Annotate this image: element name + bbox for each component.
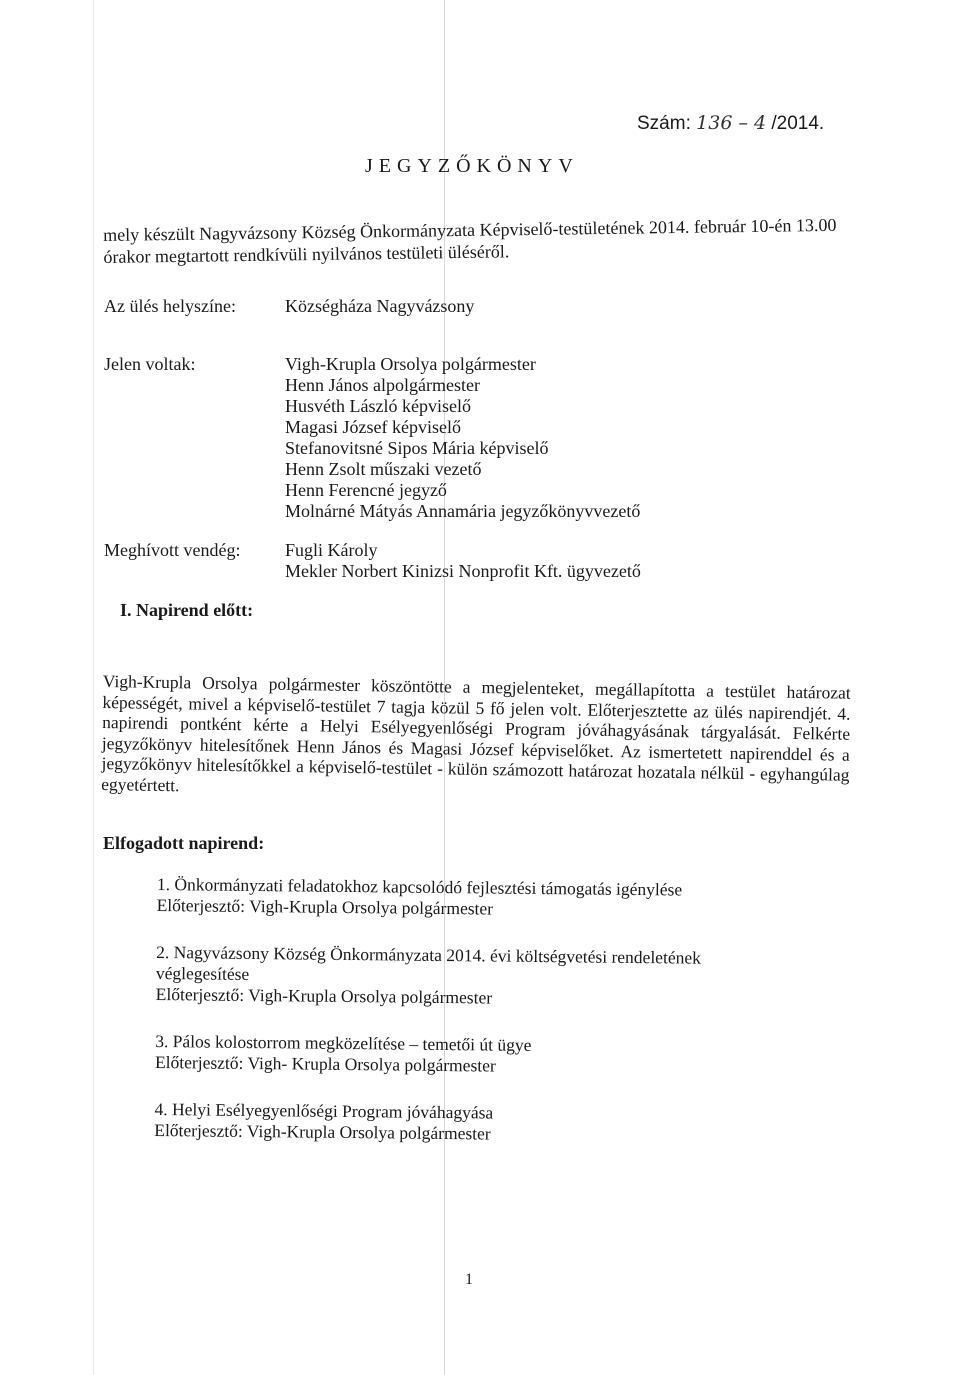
place-value: Községháza Nagyvázsony xyxy=(285,296,475,316)
agenda-item-presenter: Előterjesztő: Vigh-Krupla Orsolya polgármester xyxy=(155,983,493,1008)
attendees-label: Jelen voltak: xyxy=(104,354,196,374)
guest: Mekler Norbert Kinizsi Nonprofit Kft. ügyvezető xyxy=(285,561,641,581)
attendee: Henn Zsolt műszaki vezető xyxy=(285,459,482,479)
place-label: Az ülés helyszíne: xyxy=(104,296,236,316)
agenda-item-presenter: Előterjesztő: Vigh- Krupla Orsolya polgármester xyxy=(154,1051,496,1076)
document-title: JEGYZŐKÖNYV xyxy=(365,155,579,177)
attendee: Magasi József képviselő xyxy=(285,417,461,437)
number-year: /2014. xyxy=(771,113,825,134)
agenda-item xyxy=(154,1099,794,1148)
agenda-heading: Elfogadott napirend: xyxy=(103,833,265,853)
attendee: Vigh-Krupla Orsolya polgármester xyxy=(285,354,536,374)
attendee: Husvéth László képviselő xyxy=(285,396,471,416)
attendee: Molnárné Mátyás Annamária jegyzőkönyvvezető xyxy=(285,501,641,521)
section-paragraph: Vigh-Krupla Orsolya polgármester köszöntötte a megjelenteket, megállapította a testület határozat képességét, mivel a képviselő-testület 7 tagja közül 5 fő jelen volt. Előterjesztette az ülés napirendjét. 4. napirendi pontként kérte a Helyi Esélyegyenlőségi Program jóváhagyásának tárgyalását. Felkérte jegyzőkönyv hitelesítőnek Henn János és Magasi József képviselőket. Az ismertetett napirenddel és a jegyzőkönyv hitelesítőkkel a képviselő-testület - külön számozott határozat hozatala nélkül - egyhangúlag egyetértett. xyxy=(101,671,851,795)
page-fold-line xyxy=(93,0,94,1375)
agenda-item xyxy=(155,1031,795,1080)
agenda-item xyxy=(157,874,797,923)
attendee: Henn Ferencné jegyző xyxy=(285,480,447,500)
agenda-item xyxy=(156,942,797,1012)
document-number xyxy=(637,112,824,135)
agenda-item-title: 2. Nagyvázsony Község Önkormányzata 2014. évi költségvetési rendeletének véglegesítése xyxy=(155,941,702,984)
handwritten-number: 136 – 4 xyxy=(696,112,767,134)
attendees-list xyxy=(285,354,640,522)
guests-list xyxy=(285,540,641,582)
attendee: Stefanovitsné Sipos Mária képviselő xyxy=(285,438,549,458)
agenda-item-presenter: Előterjesztő: Vigh-Krupla Orsolya polgármester xyxy=(154,1119,491,1144)
section-heading: I. Napirend előtt: xyxy=(120,600,254,620)
page-number: 1 xyxy=(465,1271,473,1288)
attendee: Henn János alpolgármester xyxy=(285,375,480,395)
agenda-item-title: 1. Önkormányzati feladatokhoz kapcsolódó fejlesztési támogatás igénylése xyxy=(156,874,683,900)
agenda-item-presenter: Előterjesztő: Vigh-Krupla Orsolya polgármester xyxy=(156,894,494,919)
guests-label: Meghívott vendég: xyxy=(104,540,241,560)
number-label: Szám: xyxy=(637,113,691,134)
agenda-item-title: 4. Helyi Esélyegyenlőségi Program jóváhagyása xyxy=(154,1098,494,1123)
guest: Fugli Károly xyxy=(285,540,378,560)
agenda-item-title: 3. Pálos kolostorrom megközelítése – temetői út ügye xyxy=(155,1030,532,1055)
intro-paragraph: mely készült Nagyvázsony Község Önkormányzata Képviselő-testületének 2014. február 10-én 13.00 órakor megtartott rendkívüli nyilvános testületi üléséről. xyxy=(103,214,837,267)
agenda-list xyxy=(154,874,797,1174)
